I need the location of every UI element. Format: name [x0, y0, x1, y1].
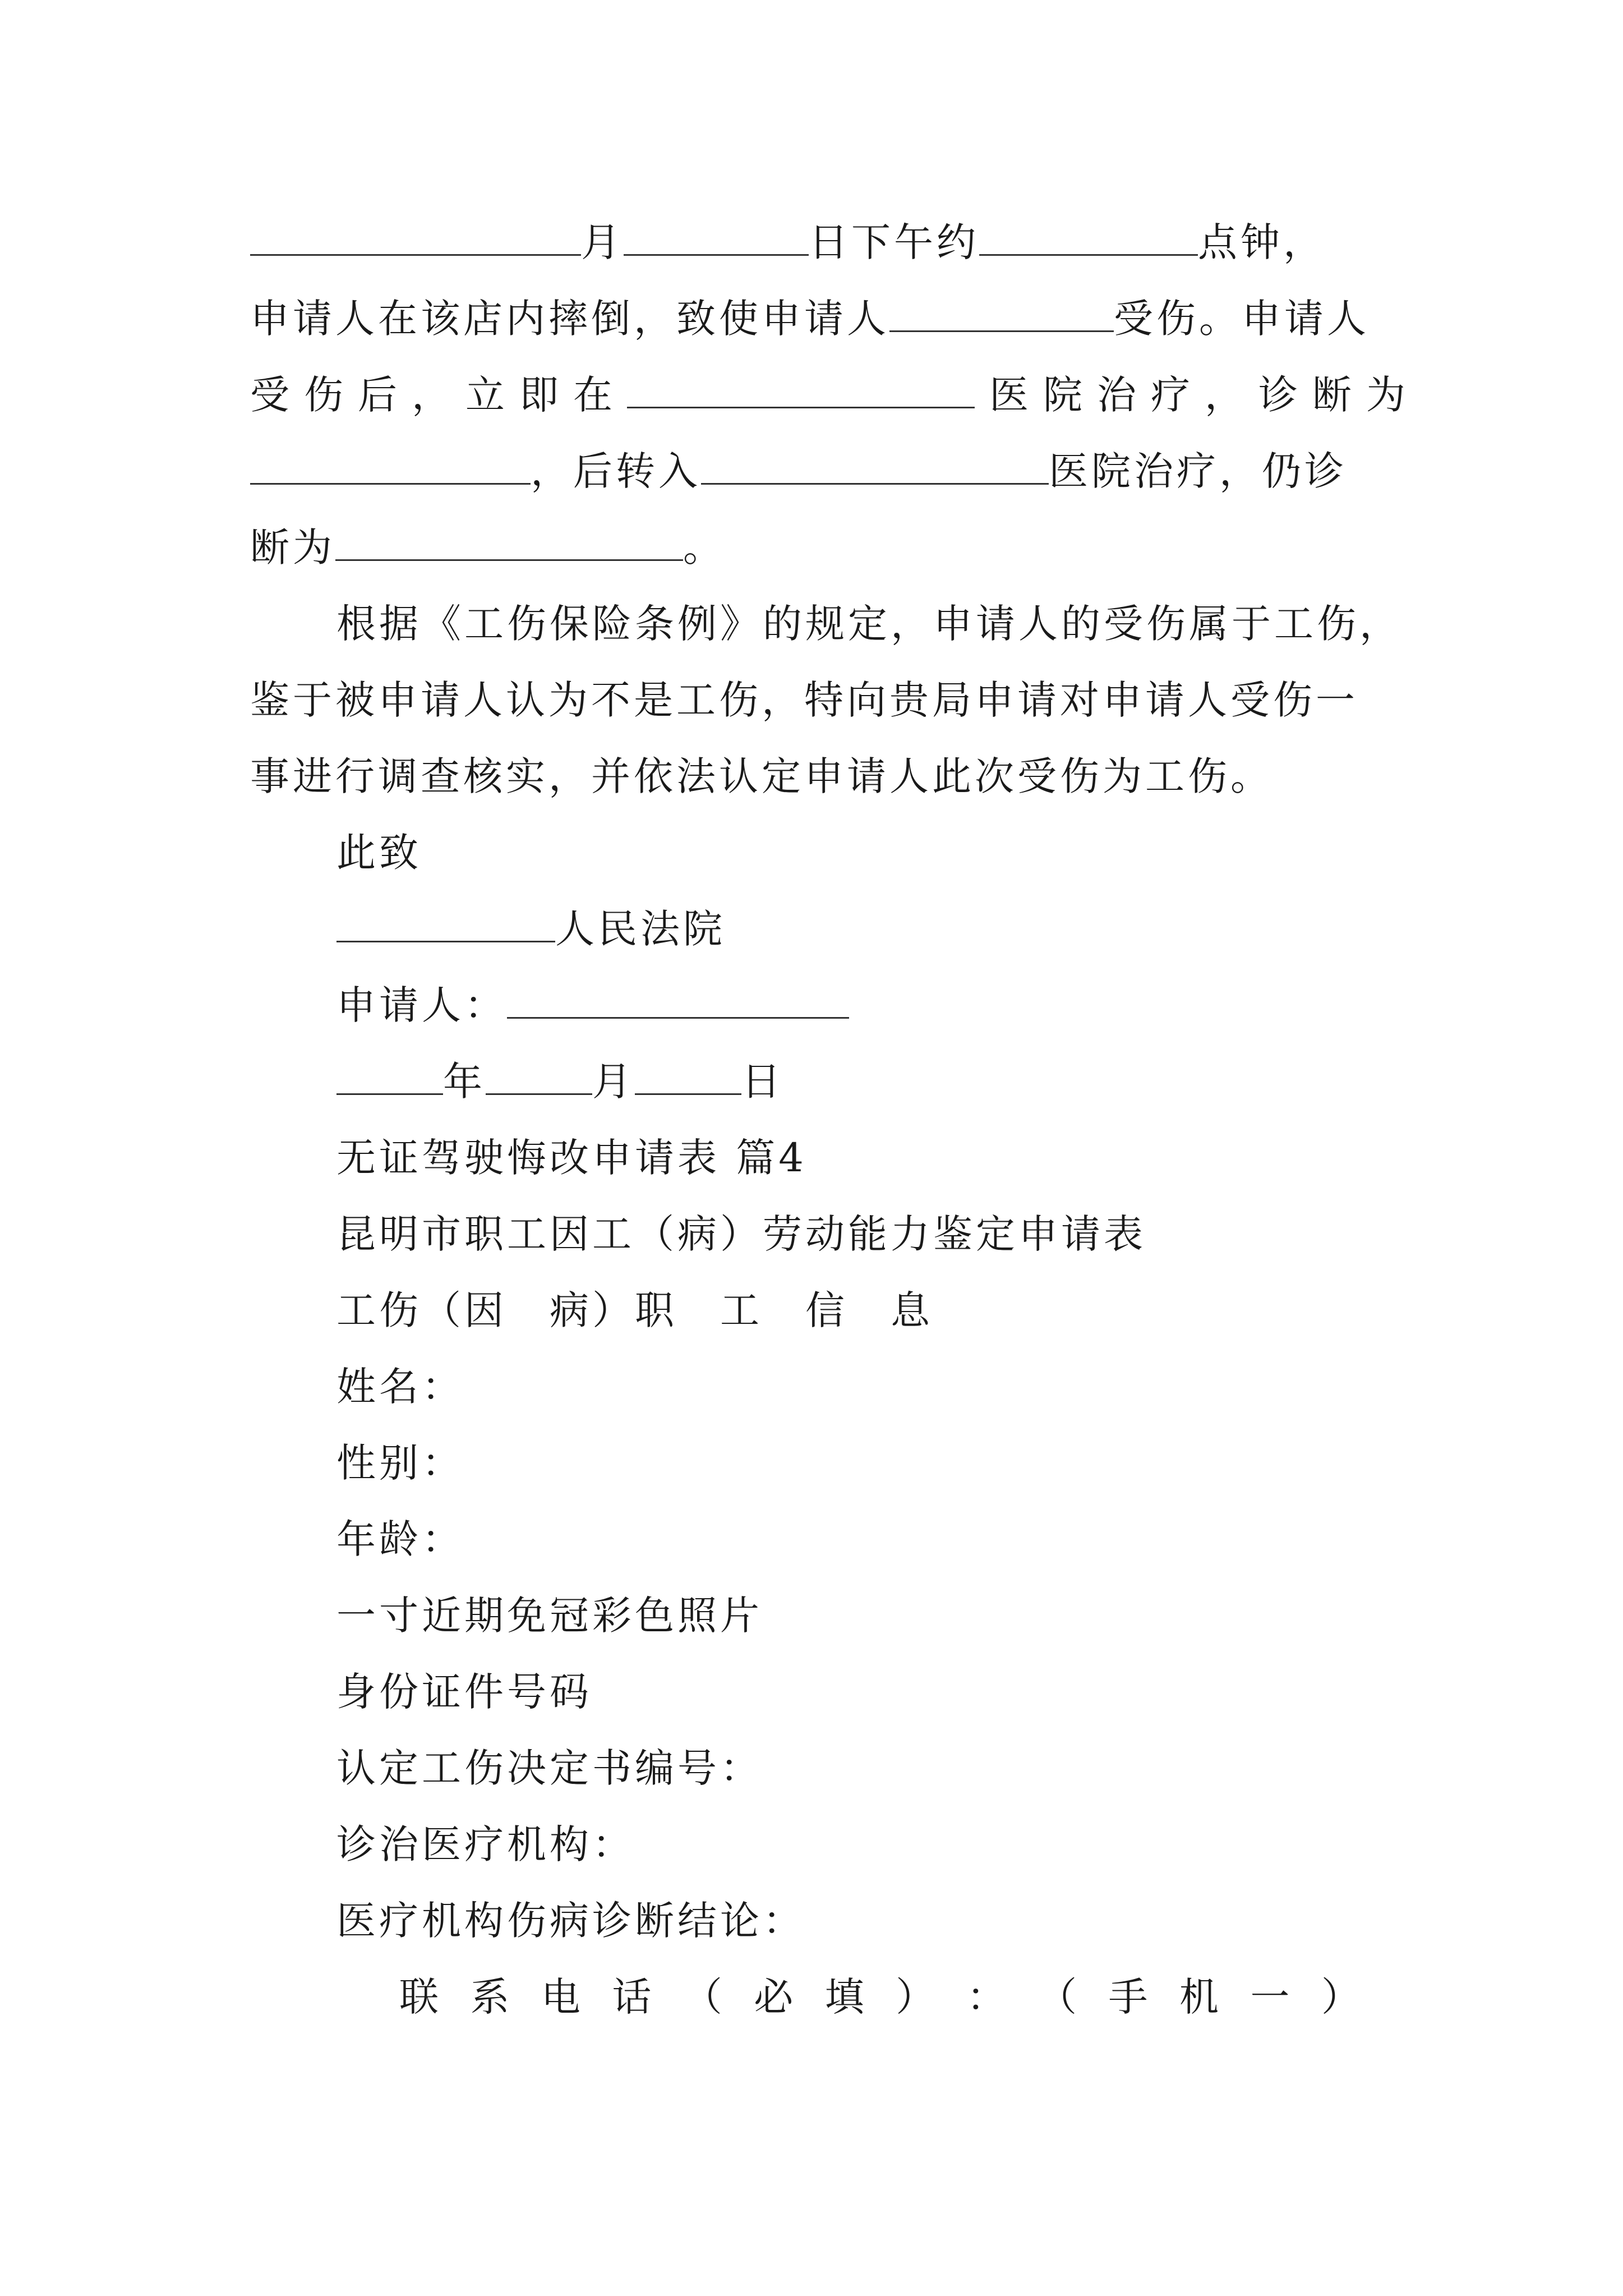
applicant-blank[interactable]: [507, 977, 849, 1019]
contact-char: ：: [966, 1974, 1009, 2020]
diagnosis-blank-1[interactable]: [250, 443, 531, 485]
day-label-2: 日: [741, 1059, 784, 1105]
contact-char: ）: [896, 1974, 939, 2020]
month-label: 月: [581, 219, 624, 265]
field-photo: 一寸近期免冠彩色照片: [336, 1593, 763, 1639]
hour-blank[interactable]: [979, 214, 1198, 256]
still-diagnosed-text: 医院治疗，仍诊: [1049, 448, 1347, 494]
field-diagnosis-conclusion: 医疗机构伤病诊断结论：: [336, 1898, 805, 1944]
transfer-text: ，后转入: [531, 448, 701, 494]
paragraph-line-5: [250, 514, 1394, 581]
paragraph-2-line-1: 根据《工伤保险条例》的规定，申请人的受伤属于工伤，: [336, 601, 1402, 647]
day-blank-2[interactable]: [635, 1053, 741, 1095]
court-line: [336, 895, 1394, 963]
hour-label: 点钟，: [1198, 219, 1326, 265]
hospital-blank-1[interactable]: [627, 366, 975, 408]
contact-char: 填: [824, 1974, 868, 2020]
diagnosis-text: 医院治疗，诊断为: [989, 372, 1420, 418]
diagnosed-as-text: 断为: [250, 524, 335, 570]
contact-char: 手: [1108, 1974, 1151, 2020]
contact-char: 机: [1179, 1974, 1222, 2020]
paragraph-2-line-3: 事进行调查核实，并依法认定申请人此次受伤为工伤。: [250, 753, 1273, 799]
paragraph-line-3: [250, 361, 1420, 429]
court-blank[interactable]: [336, 900, 555, 942]
contact-char: 联: [399, 1974, 442, 2020]
form-title: 昆明市职工因工（病）劳动能力鉴定申请表: [336, 1211, 1146, 1257]
field-gender: 性别：: [336, 1440, 464, 1486]
court-label: 人民法院: [555, 906, 726, 952]
applicant-line: [336, 972, 1394, 1039]
field-decision-number: 认定工伤决定书编号：: [336, 1745, 763, 1791]
month-blank[interactable]: [250, 214, 581, 256]
contact-char: 系: [470, 1974, 513, 2020]
info-header: 工伤（因 病）职 工 信 息: [336, 1287, 933, 1333]
contact-char: ）: [1321, 1974, 1364, 2020]
field-age: 年龄：: [336, 1516, 464, 1562]
day-label: 日下午约: [809, 219, 979, 265]
day-blank[interactable]: [624, 214, 809, 256]
paragraph-line-2: [250, 285, 1394, 352]
contact-char: （: [683, 1974, 726, 2020]
month-blank-2[interactable]: [486, 1053, 592, 1095]
applicant-label: 申请人：: [336, 982, 507, 1028]
year-label: 年: [443, 1059, 486, 1105]
month-label-2: 月: [592, 1059, 635, 1105]
contact-char: 必: [754, 1974, 797, 2020]
contact-char: 电: [541, 1974, 584, 2020]
field-medical-institution: 诊治医疗机构：: [336, 1821, 635, 1867]
paragraph-line-4: [250, 438, 1394, 505]
injury-blank[interactable]: [889, 290, 1114, 332]
field-name: 姓名：: [336, 1364, 464, 1410]
year-blank[interactable]: [336, 1053, 443, 1095]
period: 。: [683, 524, 726, 570]
salutation: 此致: [336, 830, 422, 876]
treatment-text: 受伤后，立即在: [250, 372, 627, 418]
fall-text: 申请人在该店内摔倒，致使申请人: [250, 296, 889, 342]
diagnosis-blank-2[interactable]: [335, 519, 683, 561]
contact-char: 话: [612, 1974, 655, 2020]
paragraph-2-line-2: 鉴于被申请人认为不是工伤，特向贵局申请对申请人受伤一: [250, 677, 1358, 723]
section-title: 无证驾驶悔改申请表 篇4: [336, 1135, 807, 1181]
injured-text: 受伤。申请人: [1114, 296, 1370, 342]
field-id-number: 身份证件号码: [336, 1669, 592, 1715]
hospital-blank-2[interactable]: [701, 443, 1049, 485]
contact-char: （: [1038, 1974, 1081, 2020]
contact-phone-line: [399, 1963, 1364, 2031]
paragraph-line-1: [250, 209, 1394, 276]
contact-char: 一: [1250, 1974, 1293, 2020]
date-line: [336, 1048, 1394, 1115]
